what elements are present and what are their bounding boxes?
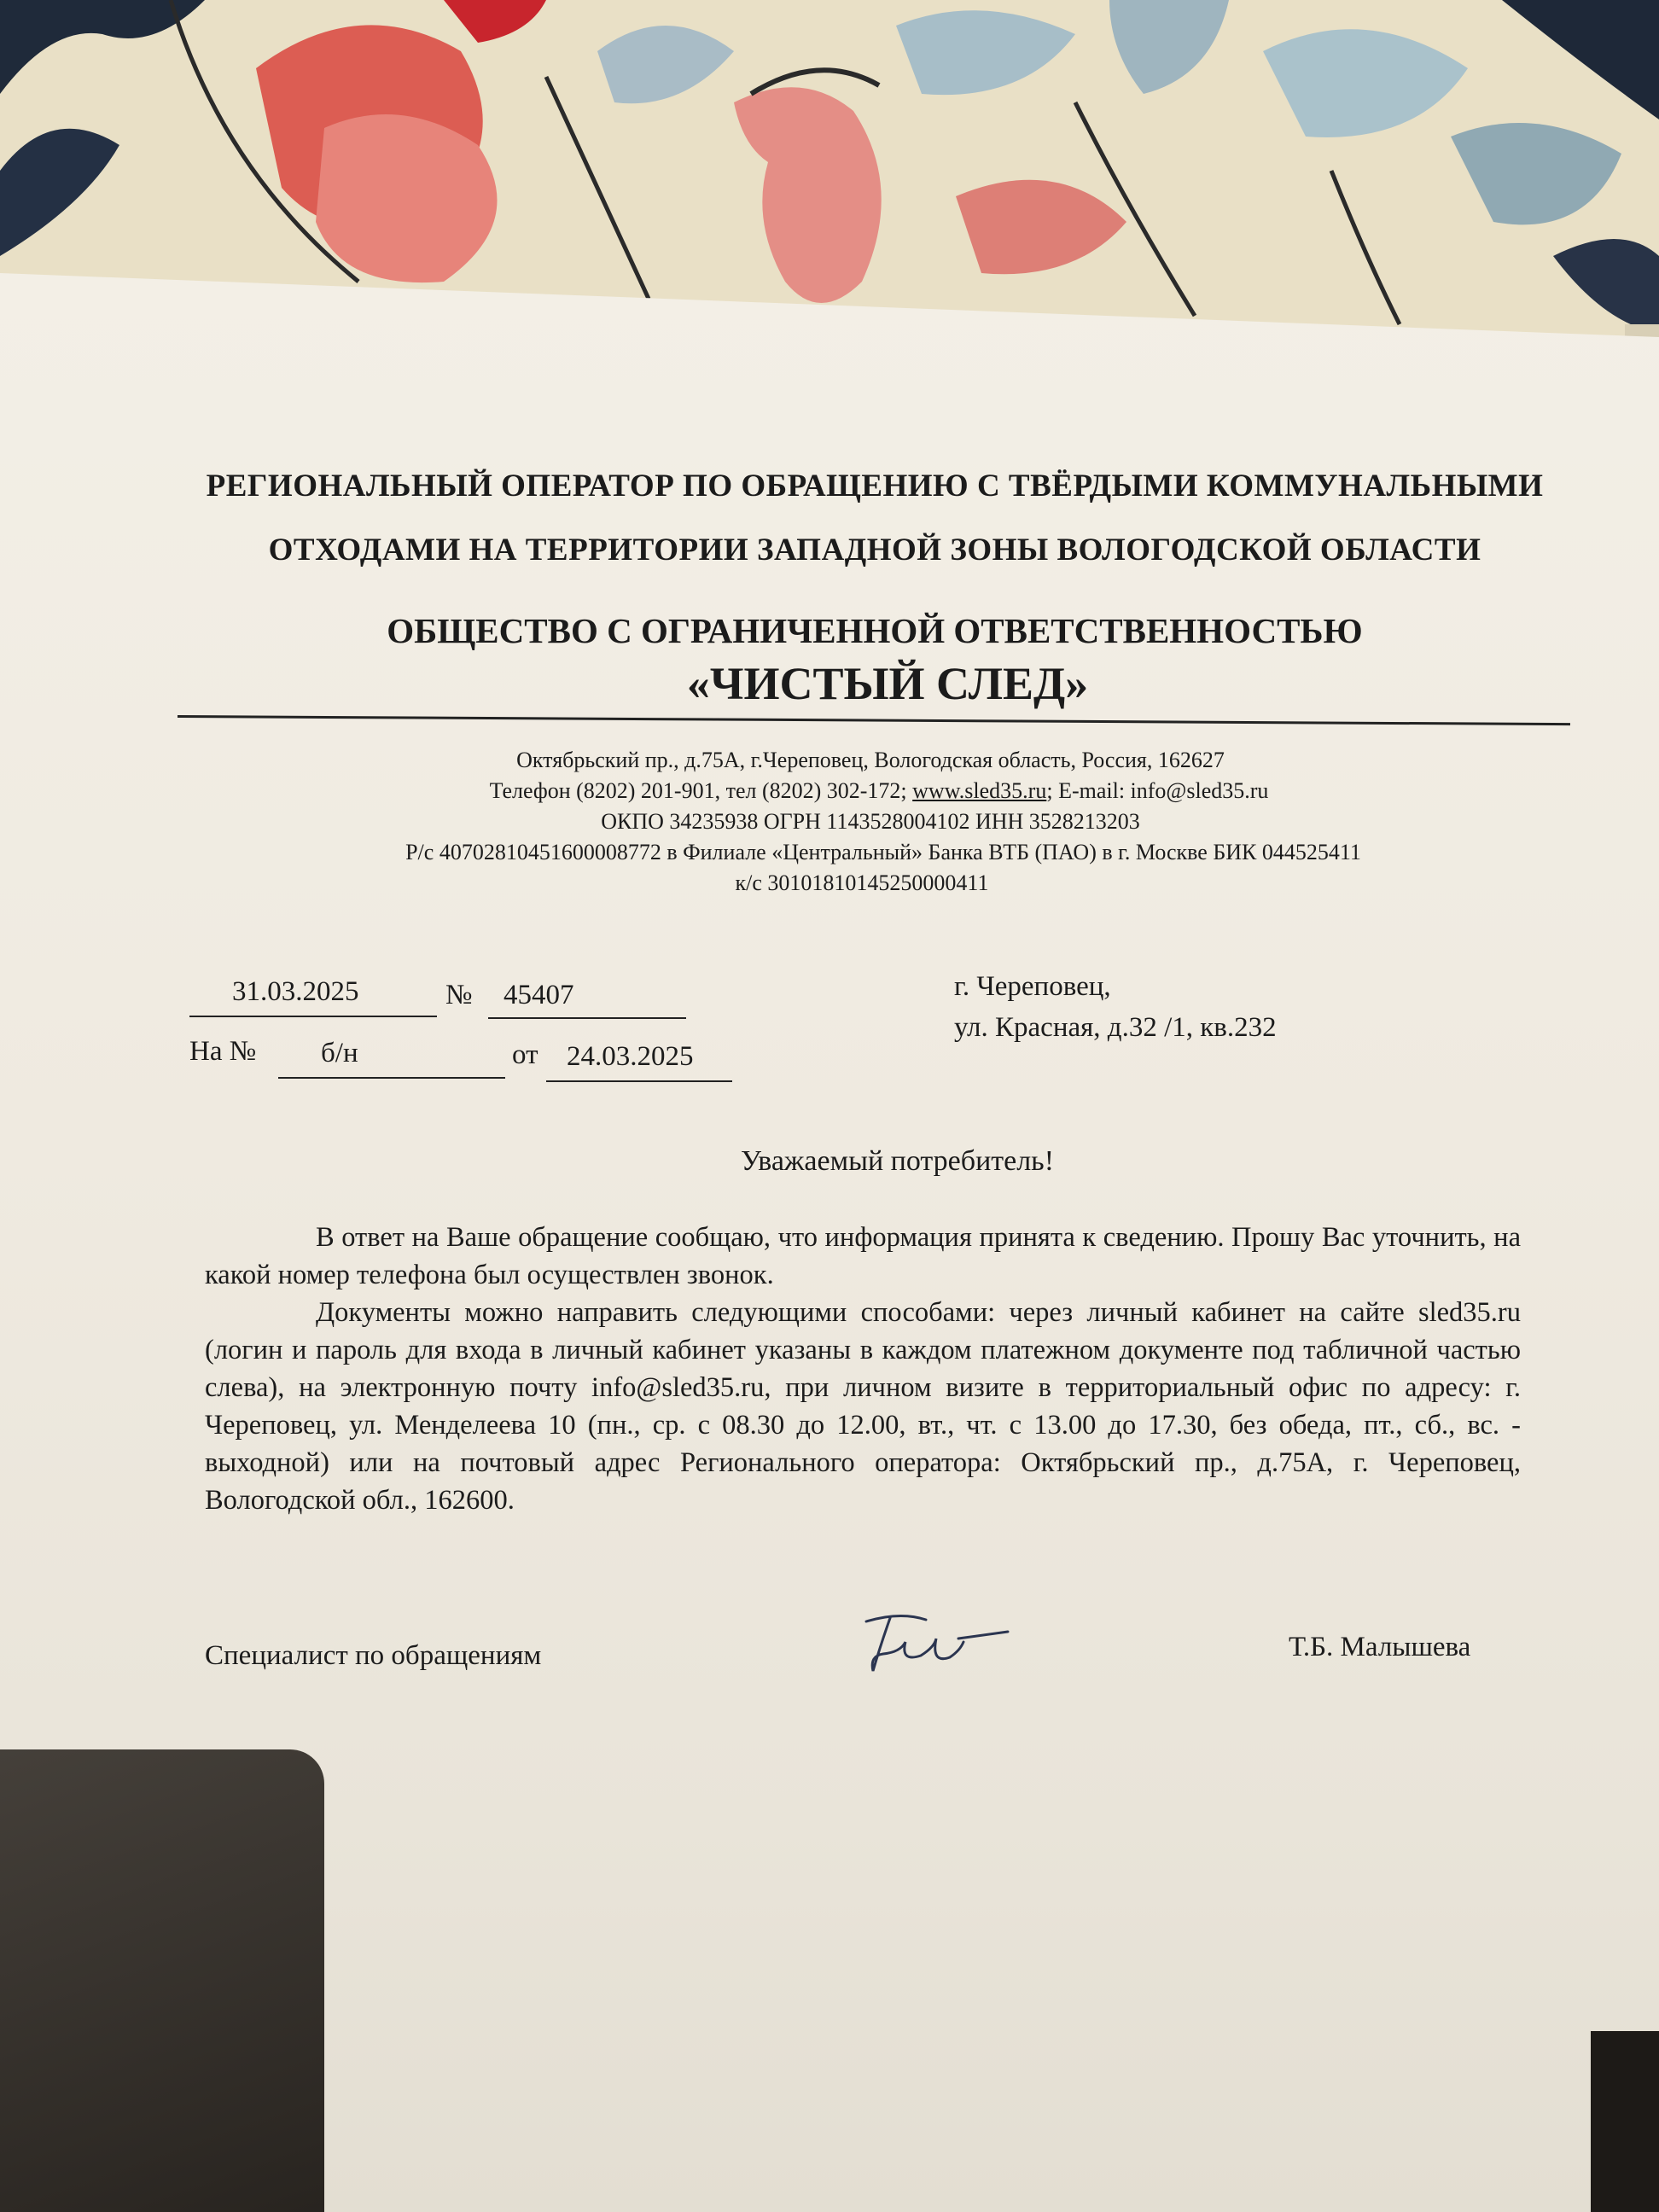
requisites-website-link: www.sled35.ru	[912, 778, 1047, 803]
requisites-corr-account: к/с 30101810145250000411	[735, 870, 989, 895]
recipient-street: ул. Красная, д.32 /1, кв.232	[954, 1012, 1277, 1043]
requisites-codes: ОКПО 34235938 ОГРН 1143528004102 ИНН 3528213203	[601, 809, 1140, 834]
number-label: №	[445, 980, 473, 1010]
requisites-address: Октябрьский пр., д.75А, г.Череповец, Вологодская область, Россия, 162627	[516, 748, 1225, 772]
signer-position: Специалист по обращениям	[205, 1640, 542, 1671]
body-paragraph-1: В ответ на Ваше обращение сообщаю, что информация принята к сведению. Прошу Вас уточнить, на какой номер телефона был осуществлен звонок.	[205, 1222, 1521, 1290]
signer-name: Т.Б. Малышева	[1289, 1632, 1471, 1662]
letterhead-divider	[178, 715, 1570, 725]
requisites-account: Р/с 40702810451600008772 в Филиале «Центральный» Банка ВТБ (ПАО) в г. Москве БИК 044525411	[405, 840, 1361, 864]
from-date: 24.03.2025	[567, 1041, 694, 1072]
from-label: от	[512, 1039, 538, 1070]
letter-body	[205, 1219, 1521, 1519]
in-reply-underline	[278, 1077, 505, 1079]
company-name: «ЧИСТЫЙ СЛЕД»	[686, 658, 1089, 709]
letterhead-line-1: РЕГИОНАЛЬНЫЙ ОПЕРАТОР ПО ОБРАЩЕНИЮ С ТВЁРДЫМИ КОММУНАЛЬНЫМИ	[206, 469, 1544, 504]
recipient-city: г. Череповец,	[954, 971, 1111, 1002]
in-reply-number: б/н	[321, 1038, 358, 1068]
company-type: ОБЩЕСТВО С ОГРАНИЧЕННОЙ ОТВЕТСТВЕННОСТЬЮ	[387, 611, 1363, 650]
outgoing-number: 45407	[504, 980, 574, 1010]
handwritten-signature-icon	[849, 1604, 1020, 1681]
outgoing-date: 31.03.2025	[232, 976, 359, 1007]
date-underline	[189, 1016, 437, 1017]
requisites-phone: Телефон (8202) 201-901, тел (8202) 302-172;	[489, 778, 907, 803]
requisites-contacts	[367, 778, 1391, 804]
requisites-email: ; E-mail: info@sled35.ru	[1046, 778, 1269, 803]
greeting: Уважаемый потребитель!	[741, 1145, 1055, 1177]
number-underline	[488, 1017, 686, 1019]
body-paragraph-2: Документы можно направить следующими способами: через личный кабинет на сайте sled35.ru (логин и пароль для входа в личный кабинет указаны в каждом платежном документе под табличной частью слева), на электронную почту info@sled35.ru, при личном визите в территориальный офис по адресу: г. Череповец, ул. Менделеева 10 (пн., ср. с 08.30 до 12.00, вт., чт. с 13.00 до 17.30, без обеда, пт., сб., вс. - выходной) или на почтовый адрес Регионального оператора: Октябрьский пр., д.75А, г. Череповец, Вологодской обл., 162600.	[205, 1297, 1521, 1516]
from-underline	[546, 1080, 732, 1082]
in-reply-label: На №	[189, 1036, 257, 1067]
letterhead-line-2: ОТХОДАМИ НА ТЕРРИТОРИИ ЗАПАДНОЙ ЗОНЫ ВОЛОГОДСКОЙ ОБЛАСТИ	[268, 533, 1481, 568]
